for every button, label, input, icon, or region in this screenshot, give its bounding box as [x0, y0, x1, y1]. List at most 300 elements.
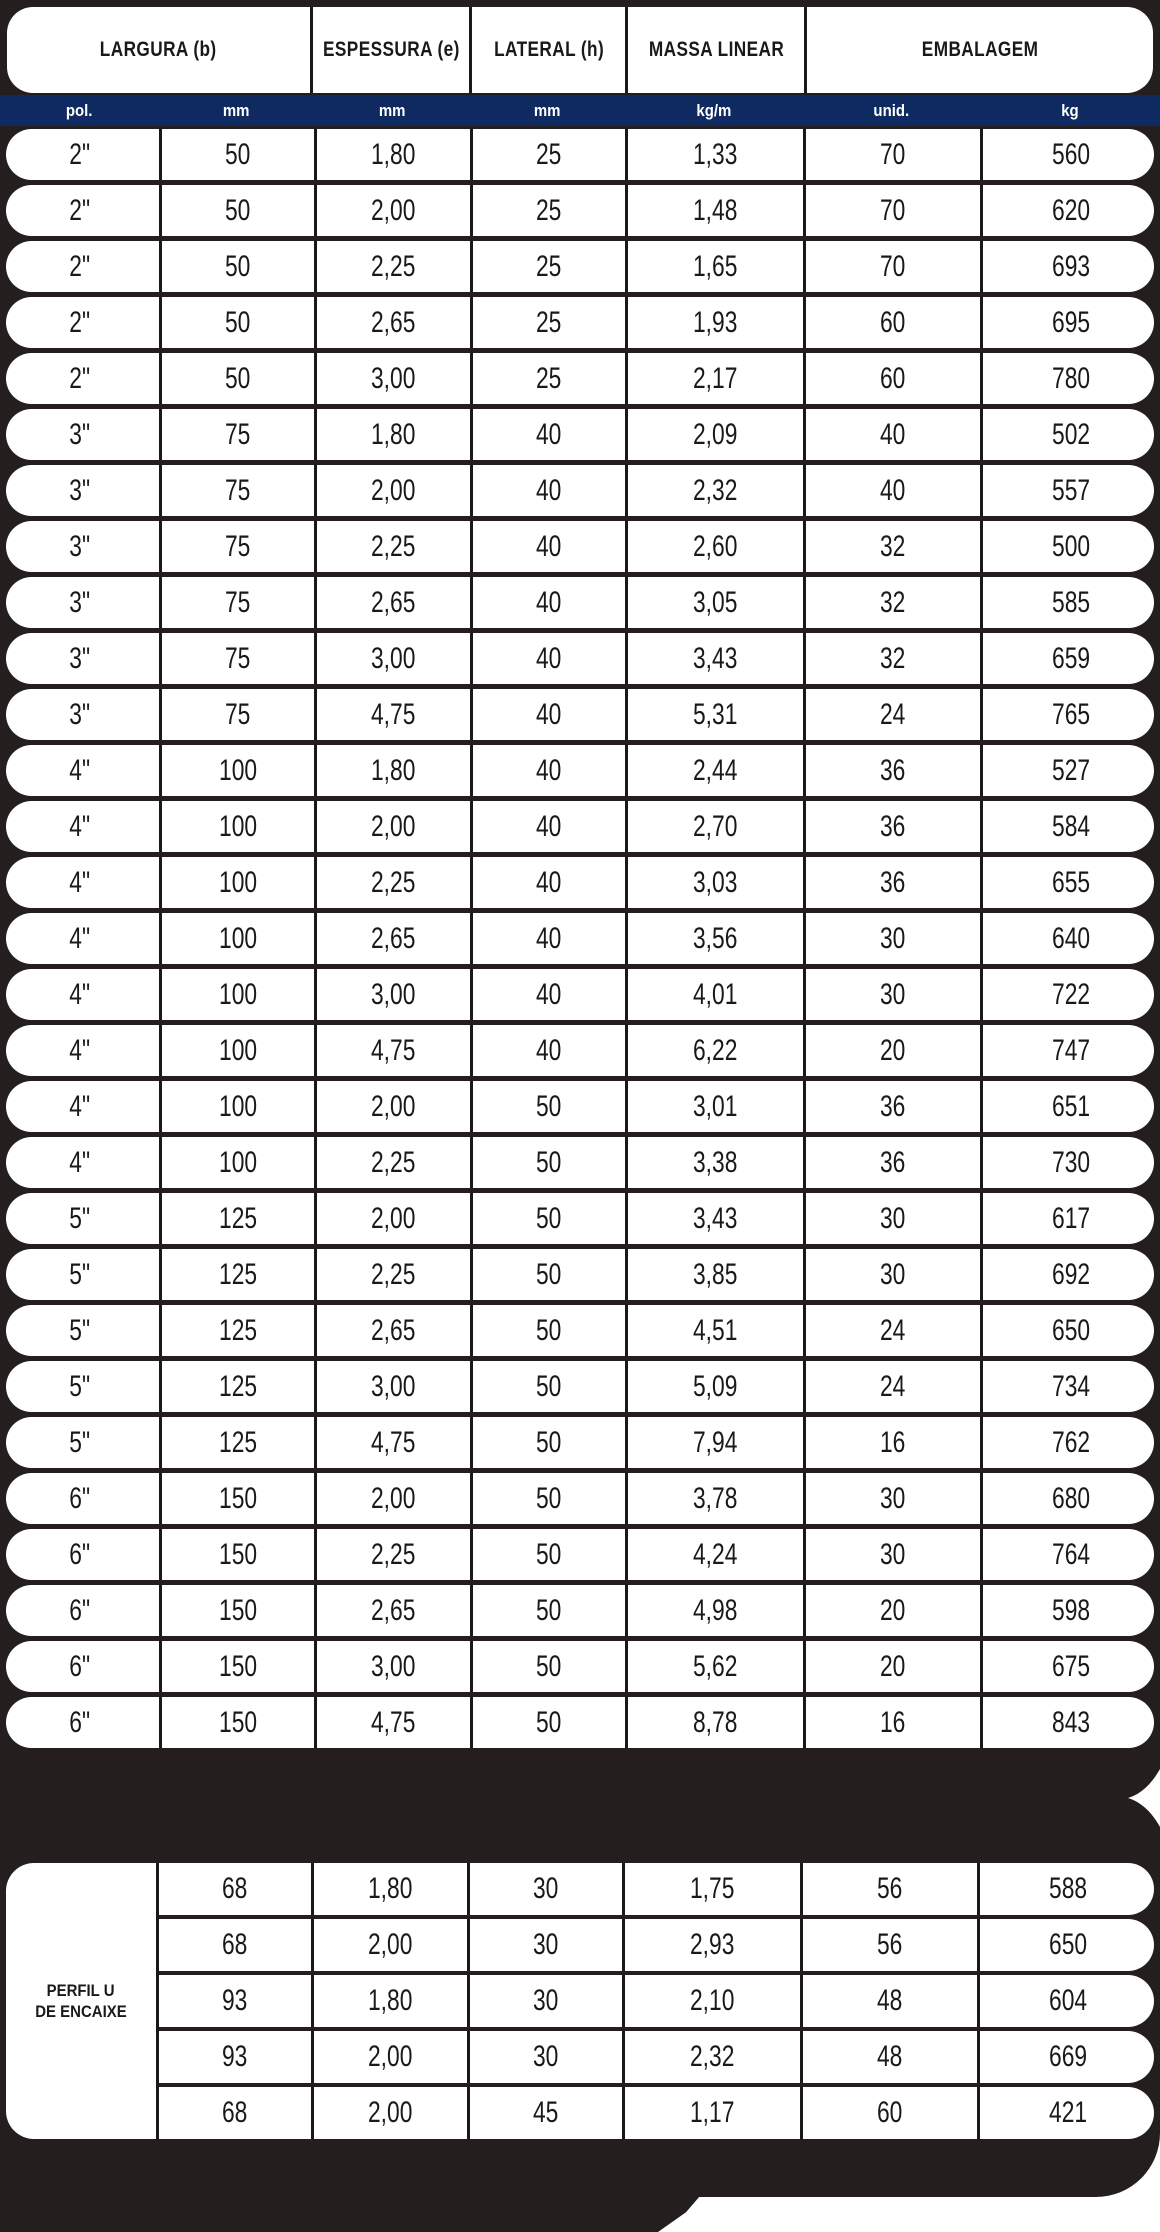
cell-value: 2,65 [371, 585, 416, 619]
cell-value: 24 [880, 1313, 906, 1347]
table-cell [159, 2031, 311, 2083]
table-cell [803, 801, 980, 852]
cell-value: 40 [536, 865, 562, 899]
row-cells [0, 1529, 1160, 1580]
table-cell [314, 1697, 470, 1748]
cell-value: 8,78 [693, 1705, 738, 1739]
row-cells [0, 409, 1160, 460]
table-cell [470, 1697, 625, 1748]
row-cells [0, 1641, 1160, 1692]
cell-value: 40 [536, 809, 562, 843]
cell-value: 16 [880, 1705, 906, 1739]
cell-value: 2,00 [368, 2040, 413, 2073]
table-cell [803, 969, 980, 1020]
table-cell [625, 1025, 803, 1076]
cell-value: 93 [222, 2040, 248, 2073]
cell-value: 25 [536, 361, 562, 395]
cell-value: 60 [877, 2096, 903, 2129]
cell-value: 32 [880, 585, 906, 619]
row-cells [0, 465, 1160, 516]
cell-value: 5" [69, 1201, 90, 1235]
table-cell [467, 1919, 622, 1971]
table-row [0, 465, 1160, 516]
table-cell [314, 1081, 470, 1132]
cell-value: MASSA LINEAR [648, 38, 784, 61]
table-cell [625, 1193, 803, 1244]
table-cell [980, 1249, 1160, 1300]
table-cell [0, 409, 159, 460]
table-cell [803, 1361, 980, 1412]
table-cell [980, 913, 1160, 964]
cell-value: 1,93 [693, 305, 738, 339]
cell-value: 3,00 [371, 1649, 416, 1683]
unit-cell [803, 95, 980, 126]
cell-value: 585 [1052, 585, 1091, 619]
cell-value: 2,25 [371, 529, 416, 563]
cell-value: 50 [225, 305, 251, 339]
row-cells [0, 969, 1160, 1020]
cell-value: 2,25 [371, 865, 416, 899]
table-cell [159, 1249, 314, 1300]
cell-value: 50 [536, 1145, 562, 1179]
table-cell [0, 521, 159, 572]
cell-value: 40 [536, 473, 562, 507]
table-cell [0, 801, 159, 852]
table-cell [470, 1193, 625, 1244]
cell-value: 1,80 [368, 1984, 413, 2017]
table-cell [0, 1305, 159, 1356]
table-cell [470, 465, 625, 516]
table-cell [470, 521, 625, 572]
cell-value: 40 [880, 417, 906, 451]
table-cell [314, 241, 470, 292]
cell-value: 30 [880, 1537, 906, 1571]
table-cell [625, 577, 803, 628]
table-cell [803, 1193, 980, 1244]
table-cell [0, 689, 159, 740]
table-cell [314, 1193, 470, 1244]
table-cell [980, 1081, 1160, 1132]
cell-value: 20 [880, 1593, 906, 1627]
table-cell [803, 185, 980, 236]
table-cell [470, 1361, 625, 1412]
cell-value: 36 [880, 865, 906, 899]
cell-value: 100 [218, 1089, 258, 1123]
table-header-row [7, 7, 1153, 93]
cell-value: 3,56 [693, 921, 738, 955]
cell-value: 693 [1052, 249, 1091, 283]
cell-value: 3" [69, 473, 90, 507]
unit-header-row [0, 95, 1160, 126]
cell-value: 150 [218, 1481, 258, 1515]
table-cell [0, 1473, 159, 1524]
cell-value: 1,17 [690, 2096, 735, 2129]
table-cell [625, 521, 803, 572]
cell-value: 2,00 [371, 1481, 416, 1515]
table-cell [803, 1585, 980, 1636]
cell-value: 5" [69, 1369, 90, 1403]
table-row [0, 745, 1160, 796]
table-cell [980, 297, 1160, 348]
cell-value: 3" [69, 585, 90, 619]
cell-value: 30 [533, 1928, 559, 1961]
table-cell [803, 1081, 980, 1132]
cell-value: 3,38 [693, 1145, 738, 1179]
cell-value: 32 [880, 529, 906, 563]
table-cell [625, 1361, 803, 1412]
table-cell [803, 633, 980, 684]
cell-value: 50 [536, 1089, 562, 1123]
cell-value: 50 [536, 1369, 562, 1403]
cell-value: 421 [1049, 2096, 1088, 2129]
table-cell [622, 1975, 800, 2027]
cell-value: 2,25 [371, 1145, 416, 1179]
table-cell [625, 185, 803, 236]
cell-value: 2,25 [371, 1537, 416, 1571]
table-cell [625, 969, 803, 1020]
background-bottom-strip [0, 2196, 700, 2232]
table-cell [625, 409, 803, 460]
table-cell [625, 857, 803, 908]
table-cell [0, 1529, 159, 1580]
cell-value: 4,75 [371, 697, 416, 731]
perfil-u-table [0, 1863, 1160, 2139]
cell-value: 5,62 [693, 1649, 738, 1683]
table-cell [625, 1529, 803, 1580]
table-row [0, 689, 1160, 740]
table-cell [314, 1529, 470, 1580]
cell-value: 7,94 [693, 1425, 738, 1459]
row-cells [0, 745, 1160, 796]
cell-value: 150 [218, 1593, 258, 1627]
table-cell [311, 2031, 467, 2083]
cell-value: 2,00 [368, 1928, 413, 1961]
cell-value: 50 [536, 1425, 562, 1459]
cell-value: 56 [877, 1872, 903, 1905]
cell-value: 5" [69, 1425, 90, 1459]
cell-value: 6" [69, 1593, 90, 1627]
row-cells [0, 1585, 1160, 1636]
table-row [0, 1249, 1160, 1300]
table-row [0, 1081, 1160, 1132]
table-row [0, 1193, 1160, 1244]
table-cell [0, 745, 159, 796]
table-row [0, 969, 1160, 1020]
cell-value: 2,60 [693, 529, 738, 563]
table-cell [0, 633, 159, 684]
table-cell [159, 241, 314, 292]
cell-value: 2,25 [371, 249, 416, 283]
table-cell [625, 1473, 803, 1524]
table-cell [467, 2087, 622, 2139]
table-cell [314, 129, 470, 180]
cell-value: 1,80 [371, 137, 416, 171]
table-cell [159, 913, 314, 964]
cell-value: 2,00 [371, 193, 416, 227]
table-cell [625, 1641, 803, 1692]
table-cell [314, 1249, 470, 1300]
cell-value: 24 [880, 697, 906, 731]
cell-value: 3,00 [371, 361, 416, 395]
cell-value: 125 [218, 1257, 258, 1291]
table-row [0, 913, 1160, 964]
perfil-u-label-line2: DE ENCAIXE [35, 2002, 127, 2021]
cell-value: 4" [69, 809, 90, 843]
table-cell [625, 1417, 803, 1468]
table-cell [159, 353, 314, 404]
cell-value: 2,65 [371, 305, 416, 339]
cell-value: 675 [1052, 1649, 1091, 1683]
cell-value: 722 [1052, 977, 1091, 1011]
table-cell [159, 745, 314, 796]
table-cell [803, 1641, 980, 1692]
table-cell [314, 465, 470, 516]
cell-value: 500 [1052, 529, 1091, 563]
table-row [0, 297, 1160, 348]
unit-cell [470, 95, 625, 126]
table-cell [470, 297, 625, 348]
cell-value: 25 [536, 249, 562, 283]
table-cell [314, 913, 470, 964]
cell-value: 640 [1052, 921, 1091, 955]
perfil-u-table-body [159, 1863, 1160, 2143]
table-cell [625, 353, 803, 404]
cell-value: 617 [1052, 1201, 1091, 1235]
table-cell [803, 1473, 980, 1524]
table-cell [800, 1863, 977, 1915]
table-cell [980, 1025, 1160, 1076]
table-cell [470, 633, 625, 684]
table-cell [980, 1417, 1160, 1468]
row-cells [159, 1919, 1160, 1971]
cell-value: 20 [880, 1033, 906, 1067]
cell-value: 584 [1052, 809, 1091, 843]
cell-value: 30 [880, 1481, 906, 1515]
unit-cell [314, 95, 470, 126]
table-cell [0, 1697, 159, 1748]
cell-value: 40 [536, 921, 562, 955]
cell-value: 4,75 [371, 1705, 416, 1739]
table-row [0, 129, 1160, 180]
cell-value: 68 [222, 1872, 248, 1905]
table-cell [625, 633, 803, 684]
cell-value: 100 [218, 1033, 258, 1067]
table-cell [803, 1529, 980, 1580]
table-cell [0, 297, 159, 348]
cell-value: 125 [218, 1369, 258, 1403]
cell-value: 2,10 [690, 1984, 735, 2017]
table-cell [314, 297, 470, 348]
cell-value: 2" [69, 137, 90, 171]
cell-value: 50 [225, 361, 251, 395]
cell-value: 50 [536, 1537, 562, 1571]
cell-value: 3" [69, 697, 90, 731]
cell-value: 620 [1052, 193, 1091, 227]
cell-value: 4" [69, 1089, 90, 1123]
cell-value: 68 [222, 1928, 248, 1961]
table-cell [980, 409, 1160, 460]
cell-value: 1,80 [368, 1872, 413, 1905]
table-cell [0, 241, 159, 292]
cell-value: 1,48 [693, 193, 738, 227]
table-cell [470, 577, 625, 628]
cell-value: 4,75 [371, 1425, 416, 1459]
cell-value: kg [1061, 100, 1079, 120]
cell-value: 4,24 [693, 1537, 738, 1571]
table-cell [470, 353, 625, 404]
row-cells [0, 801, 1160, 852]
row-cells [0, 129, 1160, 180]
table-row [0, 1137, 1160, 1188]
table-cell [159, 969, 314, 1020]
table-cell [980, 1697, 1160, 1748]
table-cell [803, 689, 980, 740]
cell-value: 40 [536, 1033, 562, 1067]
cell-value: 1,80 [371, 753, 416, 787]
table-cell [314, 857, 470, 908]
cell-value: 50 [536, 1201, 562, 1235]
main-table-body [0, 129, 1160, 1753]
table-cell [470, 1585, 625, 1636]
cell-value: 50 [536, 1481, 562, 1515]
table-cell [625, 1137, 803, 1188]
table-row [0, 409, 1160, 460]
cell-value: 3,43 [693, 641, 738, 675]
cell-value: 6" [69, 1649, 90, 1683]
cell-value: 2,25 [371, 1257, 416, 1291]
table-cell [800, 1919, 977, 1971]
cell-value: 2" [69, 305, 90, 339]
table-cell [625, 1249, 803, 1300]
cell-value: 4" [69, 865, 90, 899]
cell-value: 747 [1052, 1033, 1091, 1067]
table-row [0, 185, 1160, 236]
table-cell [314, 1361, 470, 1412]
cell-value: 692 [1052, 1257, 1091, 1291]
table-cell [803, 577, 980, 628]
cell-value: 2,65 [371, 1313, 416, 1347]
cell-value: 40 [536, 641, 562, 675]
cell-value: 40 [536, 417, 562, 451]
row-cells [0, 1473, 1160, 1524]
table-row [0, 577, 1160, 628]
cell-value: 75 [225, 585, 251, 619]
table-cell [470, 745, 625, 796]
cell-value: 56 [877, 1928, 903, 1961]
cell-value: 30 [533, 1872, 559, 1905]
row-cells [0, 633, 1160, 684]
table-cell [0, 1249, 159, 1300]
cell-value: 4" [69, 1145, 90, 1179]
cell-value: 2,17 [693, 361, 738, 395]
cell-value: 50 [225, 249, 251, 283]
cell-value: 150 [218, 1537, 258, 1571]
table-cell [980, 1473, 1160, 1524]
cell-value: 60 [880, 305, 906, 339]
cell-value: LATERAL (h) [493, 38, 604, 61]
table-cell [977, 1975, 1157, 2027]
cell-value: 32 [880, 641, 906, 675]
table-cell [159, 1081, 314, 1132]
cell-value: 16 [880, 1425, 906, 1459]
cell-value: 2,70 [693, 809, 738, 843]
row-cells [0, 1025, 1160, 1076]
table-cell [625, 297, 803, 348]
table-row [0, 801, 1160, 852]
table-cell [0, 1361, 159, 1412]
cell-value: 50 [536, 1313, 562, 1347]
cell-value: 650 [1052, 1313, 1091, 1347]
cell-value: 3,78 [693, 1481, 738, 1515]
cell-value: 48 [877, 2040, 903, 2073]
table-cell [159, 857, 314, 908]
table-cell [314, 577, 470, 628]
header-group-cell [310, 7, 469, 93]
table-cell [159, 521, 314, 572]
table-cell [0, 913, 159, 964]
row-cells [0, 353, 1160, 404]
cell-value: 30 [533, 2040, 559, 2073]
cell-value: 36 [880, 809, 906, 843]
table-cell [980, 1585, 1160, 1636]
table-cell [980, 241, 1160, 292]
table-cell [803, 409, 980, 460]
cell-value: 3,05 [693, 585, 738, 619]
cell-value: 24 [880, 1369, 906, 1403]
cell-value: 50 [536, 1593, 562, 1627]
cell-value: 2,00 [371, 1089, 416, 1123]
cell-value: 2" [69, 193, 90, 227]
row-cells [0, 241, 1160, 292]
table-cell [470, 1417, 625, 1468]
table-cell [159, 409, 314, 460]
table-cell [625, 1585, 803, 1636]
cell-value: 20 [880, 1649, 906, 1683]
row-cells [0, 1417, 1160, 1468]
cell-value: 25 [536, 193, 562, 227]
cell-value: 60 [880, 361, 906, 395]
table-cell [314, 1025, 470, 1076]
cell-value: 70 [880, 193, 906, 227]
header-group-cell [469, 7, 625, 93]
cell-value: pol. [66, 100, 93, 120]
table-cell [467, 2031, 622, 2083]
row-cells [0, 1697, 1160, 1748]
table-cell [625, 129, 803, 180]
cell-value: 4" [69, 753, 90, 787]
cell-value: 4" [69, 921, 90, 955]
table-cell [980, 857, 1160, 908]
table-cell [0, 1081, 159, 1132]
table-row [159, 2087, 1160, 2139]
cell-value: 3,00 [371, 641, 416, 675]
table-cell [977, 1863, 1157, 1915]
table-cell [980, 1529, 1160, 1580]
cell-value: 762 [1052, 1425, 1091, 1459]
table-cell [625, 689, 803, 740]
table-row [0, 241, 1160, 292]
cell-value: 2,00 [371, 1201, 416, 1235]
cell-value: 764 [1052, 1537, 1091, 1571]
table-row [0, 1473, 1160, 1524]
cell-value: 2" [69, 361, 90, 395]
table-cell [0, 129, 159, 180]
cell-value: 125 [218, 1201, 258, 1235]
table-cell [803, 1417, 980, 1468]
cell-value: 4,98 [693, 1593, 738, 1627]
table-cell [159, 1025, 314, 1076]
table-row [0, 521, 1160, 572]
